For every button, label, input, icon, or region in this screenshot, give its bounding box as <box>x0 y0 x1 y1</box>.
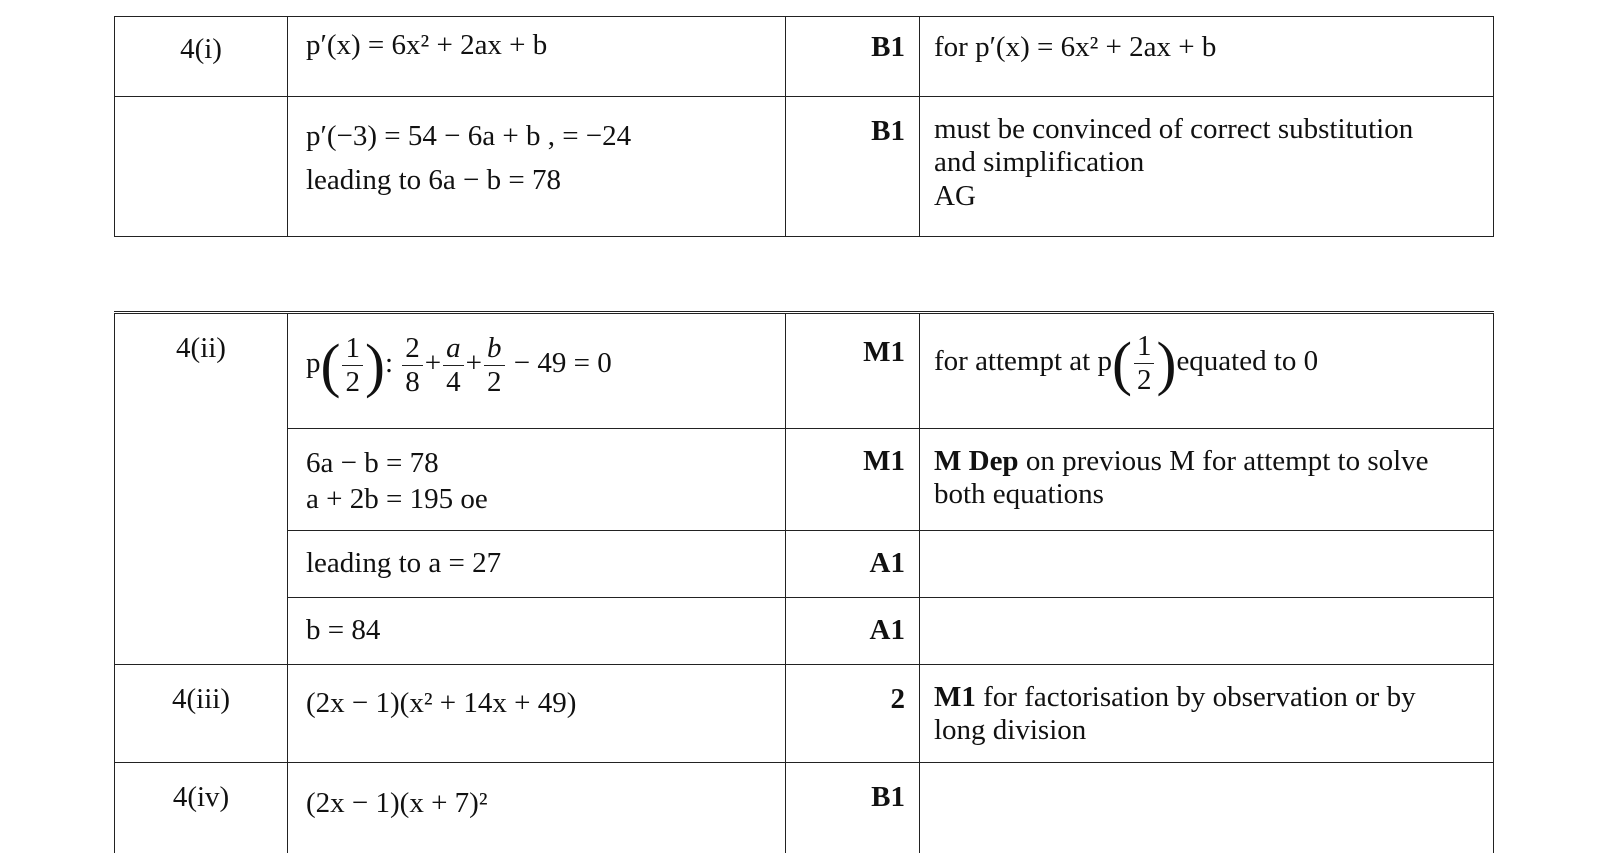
answer-line: leading to 6a − b = 78 <box>306 163 561 196</box>
answer-line: (2x − 1)(x + 7)² <box>306 787 488 819</box>
mark-cell: A1 <box>786 531 920 598</box>
table-row <box>115 313 1494 429</box>
guidance-line: must be convinced of correct substitution <box>934 113 1414 145</box>
answer-cell <box>288 429 786 531</box>
colon: : <box>384 347 394 380</box>
guidance-cell <box>920 763 1494 853</box>
question-number <box>115 97 288 237</box>
mark-cell: A1 <box>786 598 920 665</box>
question-number: 4(iii) <box>115 665 288 763</box>
answer-cell <box>288 665 786 763</box>
fraction: $\frac{1}{2}$ <box>1134 332 1155 395</box>
guidance-line: for p′(x) = 6x² + 2ax + b <box>934 31 1217 63</box>
guidance-line: for attempt at p( $\frac{1}{2}$ )equated to 0 <box>934 330 1319 397</box>
guidance-cell <box>920 97 1494 237</box>
answer-line: b = 84 <box>306 614 381 646</box>
table-row <box>115 665 1494 763</box>
guidance-line: and simplification <box>934 146 1145 179</box>
mark-cell: B1 <box>786 17 920 97</box>
answer-cell <box>288 17 786 97</box>
question-number: 4(iv) <box>115 763 288 853</box>
mark-scheme-table-4ii-4iv <box>114 311 1494 853</box>
answer-cell <box>288 531 786 598</box>
mark-cell: 2 <box>786 665 920 763</box>
answer-line: p′(x) = 6x² + 2ax + b <box>306 29 548 61</box>
guidance-line: M1 for factorisation by observation or by <box>934 681 1416 713</box>
answer-line: 6a − b = 78 <box>306 447 439 479</box>
answer-line: (2x − 1)(x² + 14x + 49) <box>306 687 577 719</box>
guidance-line: both equations <box>934 478 1104 511</box>
guidance-cell <box>920 598 1494 665</box>
mark-cell: M1 <box>786 313 920 429</box>
paren-left: ( <box>320 332 341 399</box>
question-number: 4(ii) <box>115 313 288 665</box>
answer-cell <box>288 598 786 665</box>
fraction: $\frac{2}{8}$ <box>402 334 423 397</box>
mark-cell: B1 <box>786 97 920 237</box>
question-number: 4(i) <box>115 17 288 97</box>
answer-line: leading to a = 27 <box>306 547 502 579</box>
table-row <box>115 429 1494 531</box>
guidance-line: AG <box>934 179 976 212</box>
fraction: $\frac{1}{2}$ <box>342 334 363 397</box>
paren-right: ) <box>364 332 385 399</box>
answer-cell <box>288 97 786 237</box>
guidance-line: long division <box>934 714 1087 747</box>
guidance-cell <box>920 531 1494 598</box>
fraction: $\frac{b}{2}$ <box>484 334 505 397</box>
fraction: $\frac{a}{4}$ <box>443 334 464 397</box>
answer-cell <box>288 763 786 853</box>
table-row <box>115 598 1494 665</box>
mark-scheme-table-4i <box>114 16 1494 237</box>
mark-cell: B1 <box>786 763 920 853</box>
answer-equation: p( $\frac{1}{2}$ ): $\frac{2}{8}$ + $\frac{a}{4}$ + $\frac{b}{2}$ − 49 = 0 <box>306 332 612 399</box>
table-row <box>115 97 1494 237</box>
guidance-cell <box>920 665 1494 763</box>
answer-line: p′(−3) = 54 − 6a + b , = −24 <box>306 120 632 152</box>
answer-cell <box>288 313 786 429</box>
guidance-cell <box>920 313 1494 429</box>
guidance-line: M Dep on previous M for attempt to solve <box>934 445 1429 477</box>
table-row <box>115 17 1494 97</box>
table-row <box>115 531 1494 598</box>
answer-line: a + 2b = 195 oe <box>306 483 488 516</box>
function-p: p <box>306 347 321 380</box>
table-row <box>115 763 1494 853</box>
guidance-cell <box>920 429 1494 531</box>
guidance-cell <box>920 17 1494 97</box>
mark-cell: M1 <box>786 429 920 531</box>
equation-tail: − 49 = 0 <box>513 347 612 380</box>
